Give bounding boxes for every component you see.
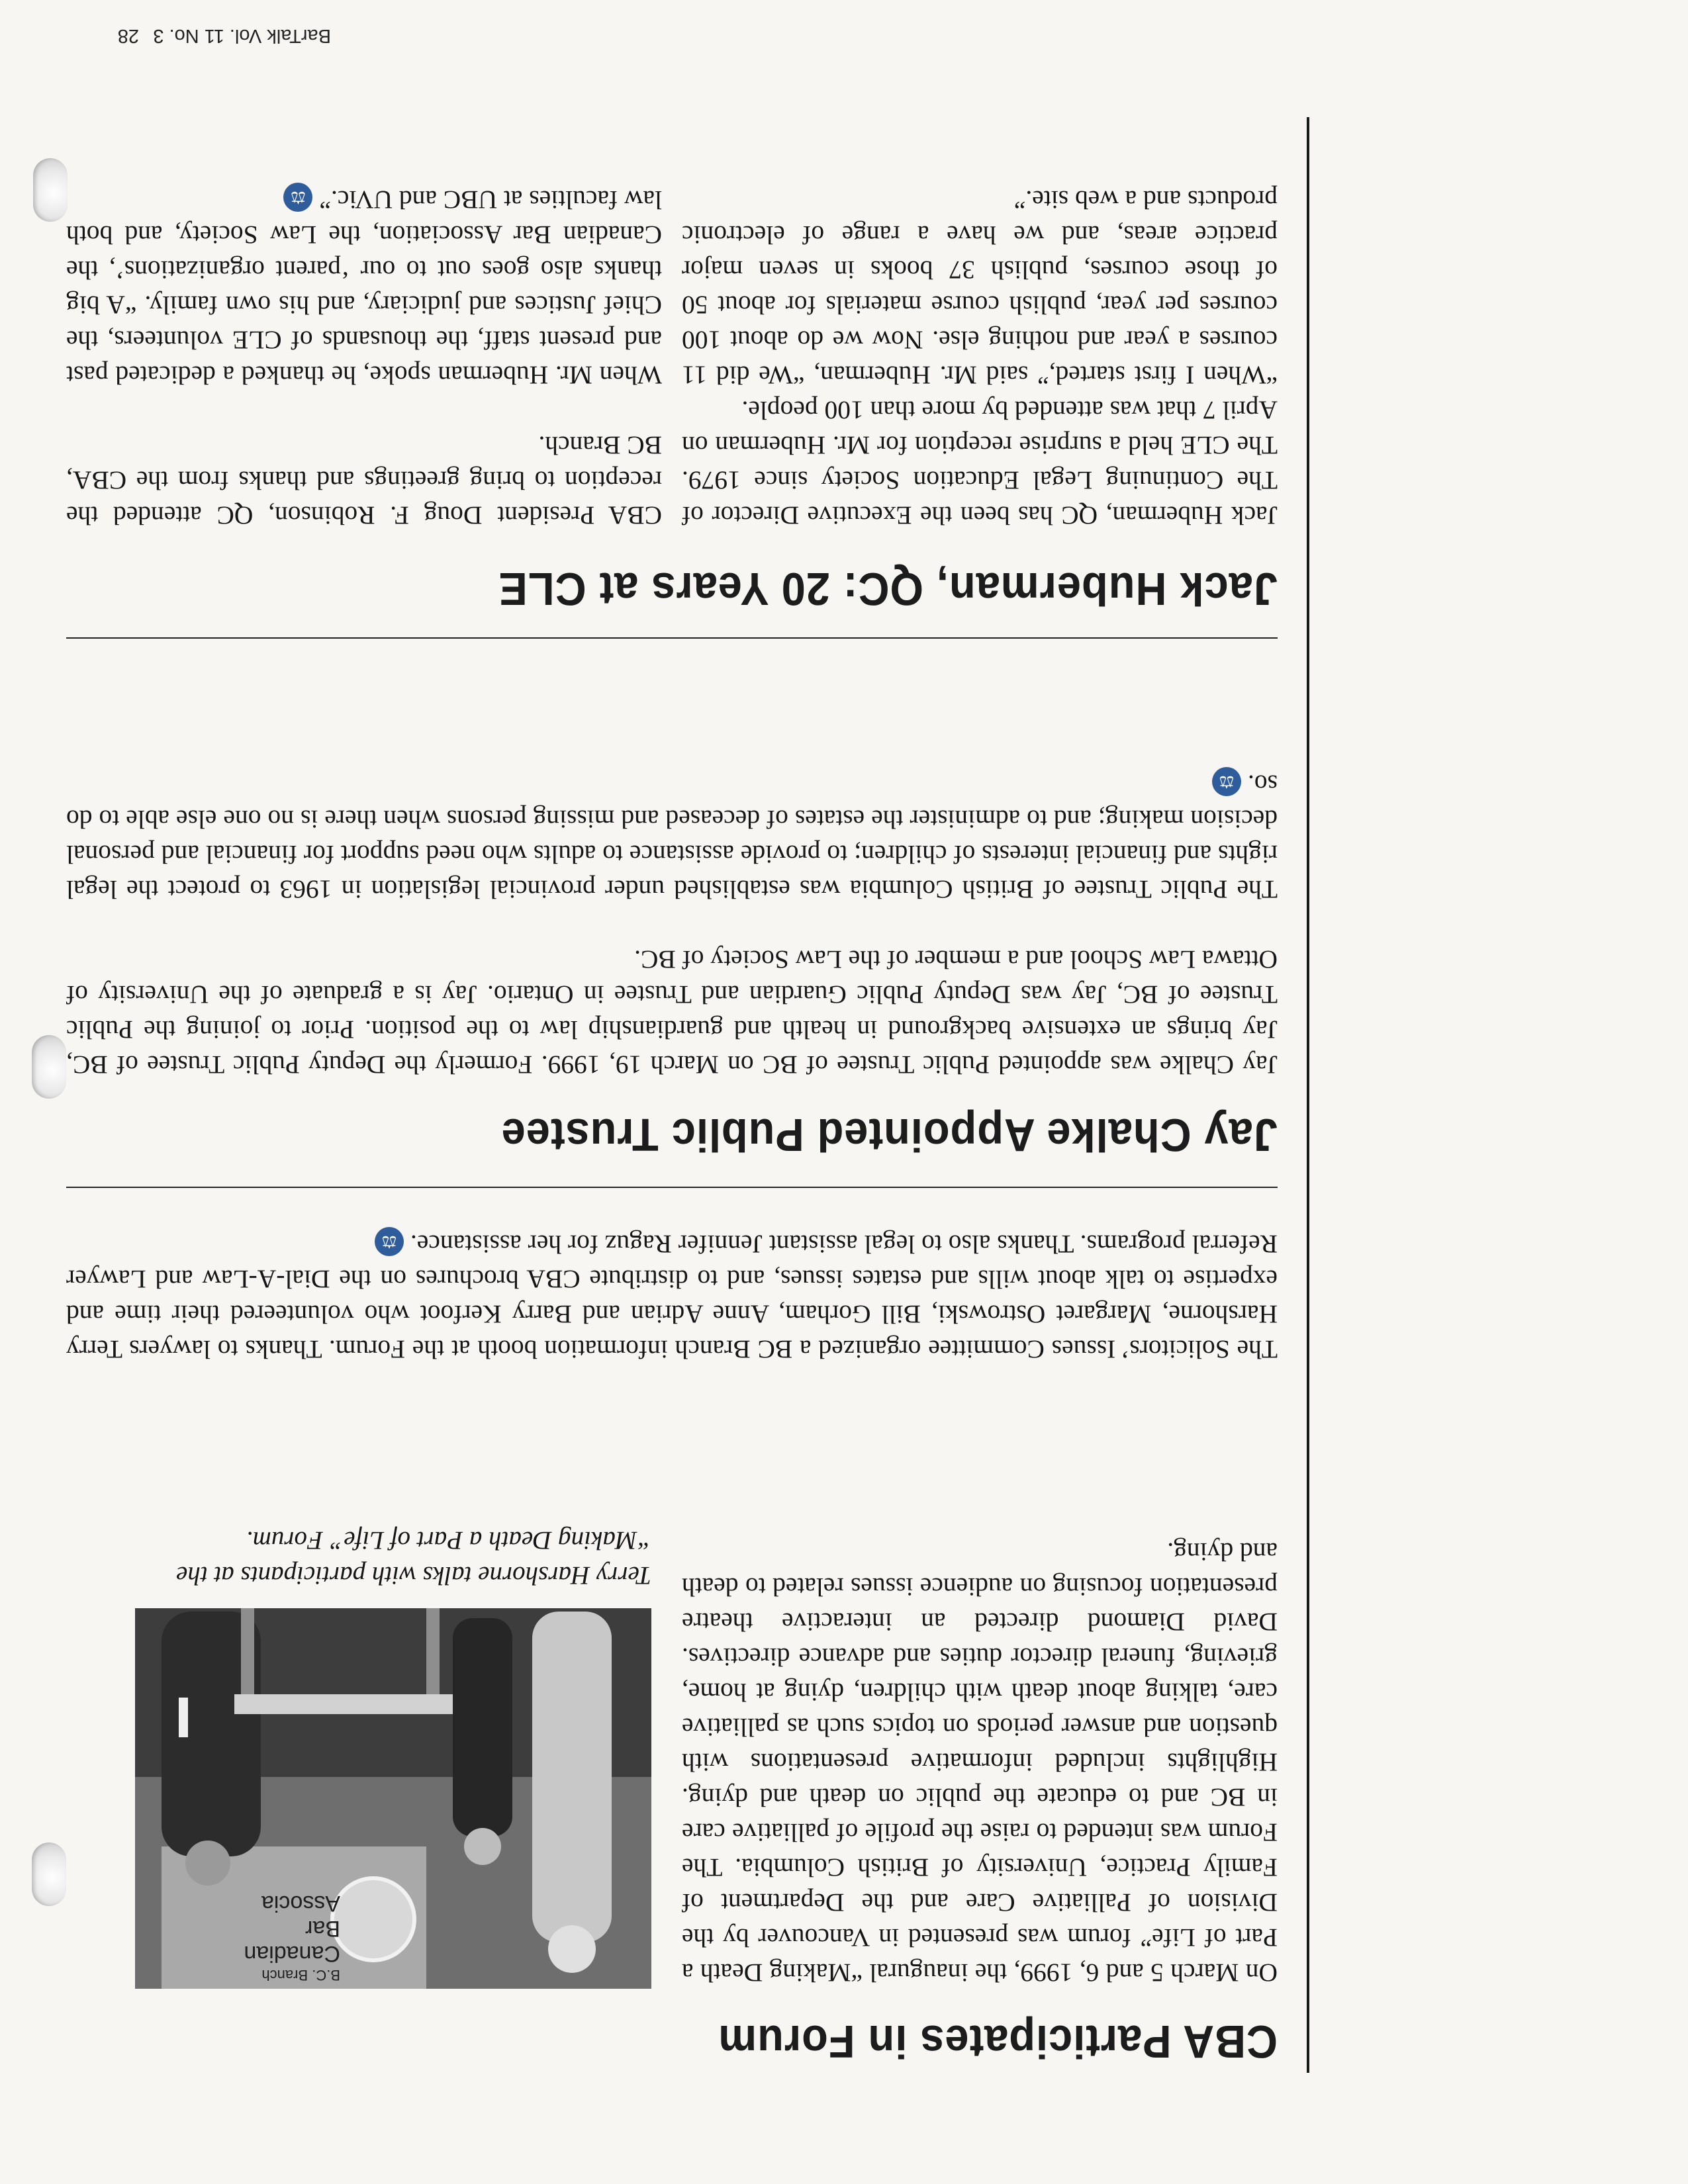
- cle-col2-p2-span: When Mr. Huberman spoke, he thanked a dedicated past and present staff, the thousands of CLE volunteers, the Chief Justices and judiciary, and his own family. “A big thanks also goes out to our ‘parent organizations’, the Canadian Bar Association, the Law Society, and both law faculties at UBC and UVic.”: [66, 185, 662, 390]
- cle-column-1: [682, 182, 1278, 533]
- trustee-body-2-span: The Public Trustee of British Columbia was established under provincial legislation in 1963 to protect the legal rights and financial interests of children; to provide assistance to adults who need support for financial and personal decision making; and to administer the estates of deceased and missing persons when there is no one else able to do so.: [66, 770, 1278, 904]
- divider-rule-1: [66, 1187, 1278, 1188]
- trustee-headline: Jay Chalke Appointed Public Trustee: [500, 1109, 1278, 1161]
- cle-col1-p2: “When I first started,” said Mr. Huberman, “We did 11 courses a year and nothing else. Now we do about 100 courses per year, publish course materials for about 50 of those courses, publish 37 books in seven major practice areas, and we have a range of electronic products and a web site.”: [682, 185, 1278, 390]
- forum-photo-caption: Terry Harshorne talks with participants at the “Making Death a Part of Life” Forum.: [176, 1526, 651, 1590]
- banner-line-2: Canadian: [244, 1941, 340, 1966]
- forum-body-2: [66, 1226, 1278, 1367]
- forum-body-text: On March 5 and 6, 1999, the inaugural “Making Death a Part of Life” forum was presented in Vancouver by the Division of Palliative Care and the Department of Family Practice, University of British Columbia. The Forum was intended to raise the profile of palliative care in BC and to educate the public on death and dying. Highlights included informative presentations with question and answer periods on topics such as palliative care, talking about death with children, dying at home, grieving, funeral director duties and advance directives. David Diamond directed an interactive theatre presentation focusing on audience issues related to death and dying.: [682, 1537, 1278, 1987]
- divider-rule-2: [66, 637, 1278, 639]
- left-margin-rule: [1307, 117, 1309, 2073]
- endmark-icon: ⚖: [283, 183, 312, 212]
- forum-photo: [135, 1608, 651, 1989]
- forum-body-2-span: The Solicitors’ Issues Committee organized a BC Branch information booth at the Forum. Thanks to lawyers Terry Harshorne, Margaret Ostrowski, Bill Gorham, Anne Adrian and Barry Kerfoot who volunteered their time and expertise to talk about wills and estates issues, and to distribute CBA brochures on the Dial-A-Law and Lawyer Referral programs. Thanks also to legal assistant Jennifer Raguz for her assistance.: [66, 1230, 1278, 1364]
- cle-column-2: [66, 182, 662, 533]
- cle-col1-p1: Jack Huberman, QC has been the Executive Director of The Continuing Legal Education Society since 1979. The CLE held a surprise reception for Mr. Huberman on April 7 that was attended by more than 100 people.: [682, 396, 1278, 530]
- running-footer: BarTalk Vol. 11 No. 3: [153, 25, 331, 46]
- forum-headline: CBA Participates in Forum: [718, 2016, 1278, 2068]
- banner-line-1: B.C. Branch: [261, 1967, 340, 1983]
- cle-col2-p1: CBA President Doug F. Robinson, QC attended the reception to bring greetings and thanks from the CBA, BC Branch.: [66, 431, 662, 530]
- trustee-body: [66, 766, 1278, 1082]
- forum-body: [682, 1534, 1278, 1990]
- punch-hole-middle: [32, 1035, 66, 1099]
- forum-body-2-text: [66, 1226, 1278, 1367]
- endmark-icon: ⚖: [375, 1227, 404, 1256]
- trustee-body-text: Jay Chalke was appointed Public Trustee of BC on March 19, 1999. Formerly the Deputy Public Trustee of BC, Jay brings an extensive background in health and guardianship law to the position. Prior to joining the Public Trustee of BC, Jay was Deputy Public Guardian and Trustee in Ontario. Jay is a graduate of the University of Ottawa Law School and a member of the Law Society of BC.: [66, 945, 1278, 1079]
- punch-hole-bottom: [33, 158, 68, 222]
- page-number: 28: [117, 25, 139, 46]
- cle-col2-p2: [66, 182, 662, 392]
- trustee-body-2-text: [66, 766, 1278, 907]
- photo-banner-text: [201, 1891, 340, 1983]
- banner-line-3: Bar: [305, 1916, 340, 1941]
- endmark-icon: ⚖: [1212, 767, 1241, 796]
- punch-hole-top: [32, 1843, 66, 1906]
- banner-line-4: Associa: [261, 1891, 340, 1916]
- cle-headline: Jack Huberman, QC: 20 Years at CLE: [498, 563, 1278, 615]
